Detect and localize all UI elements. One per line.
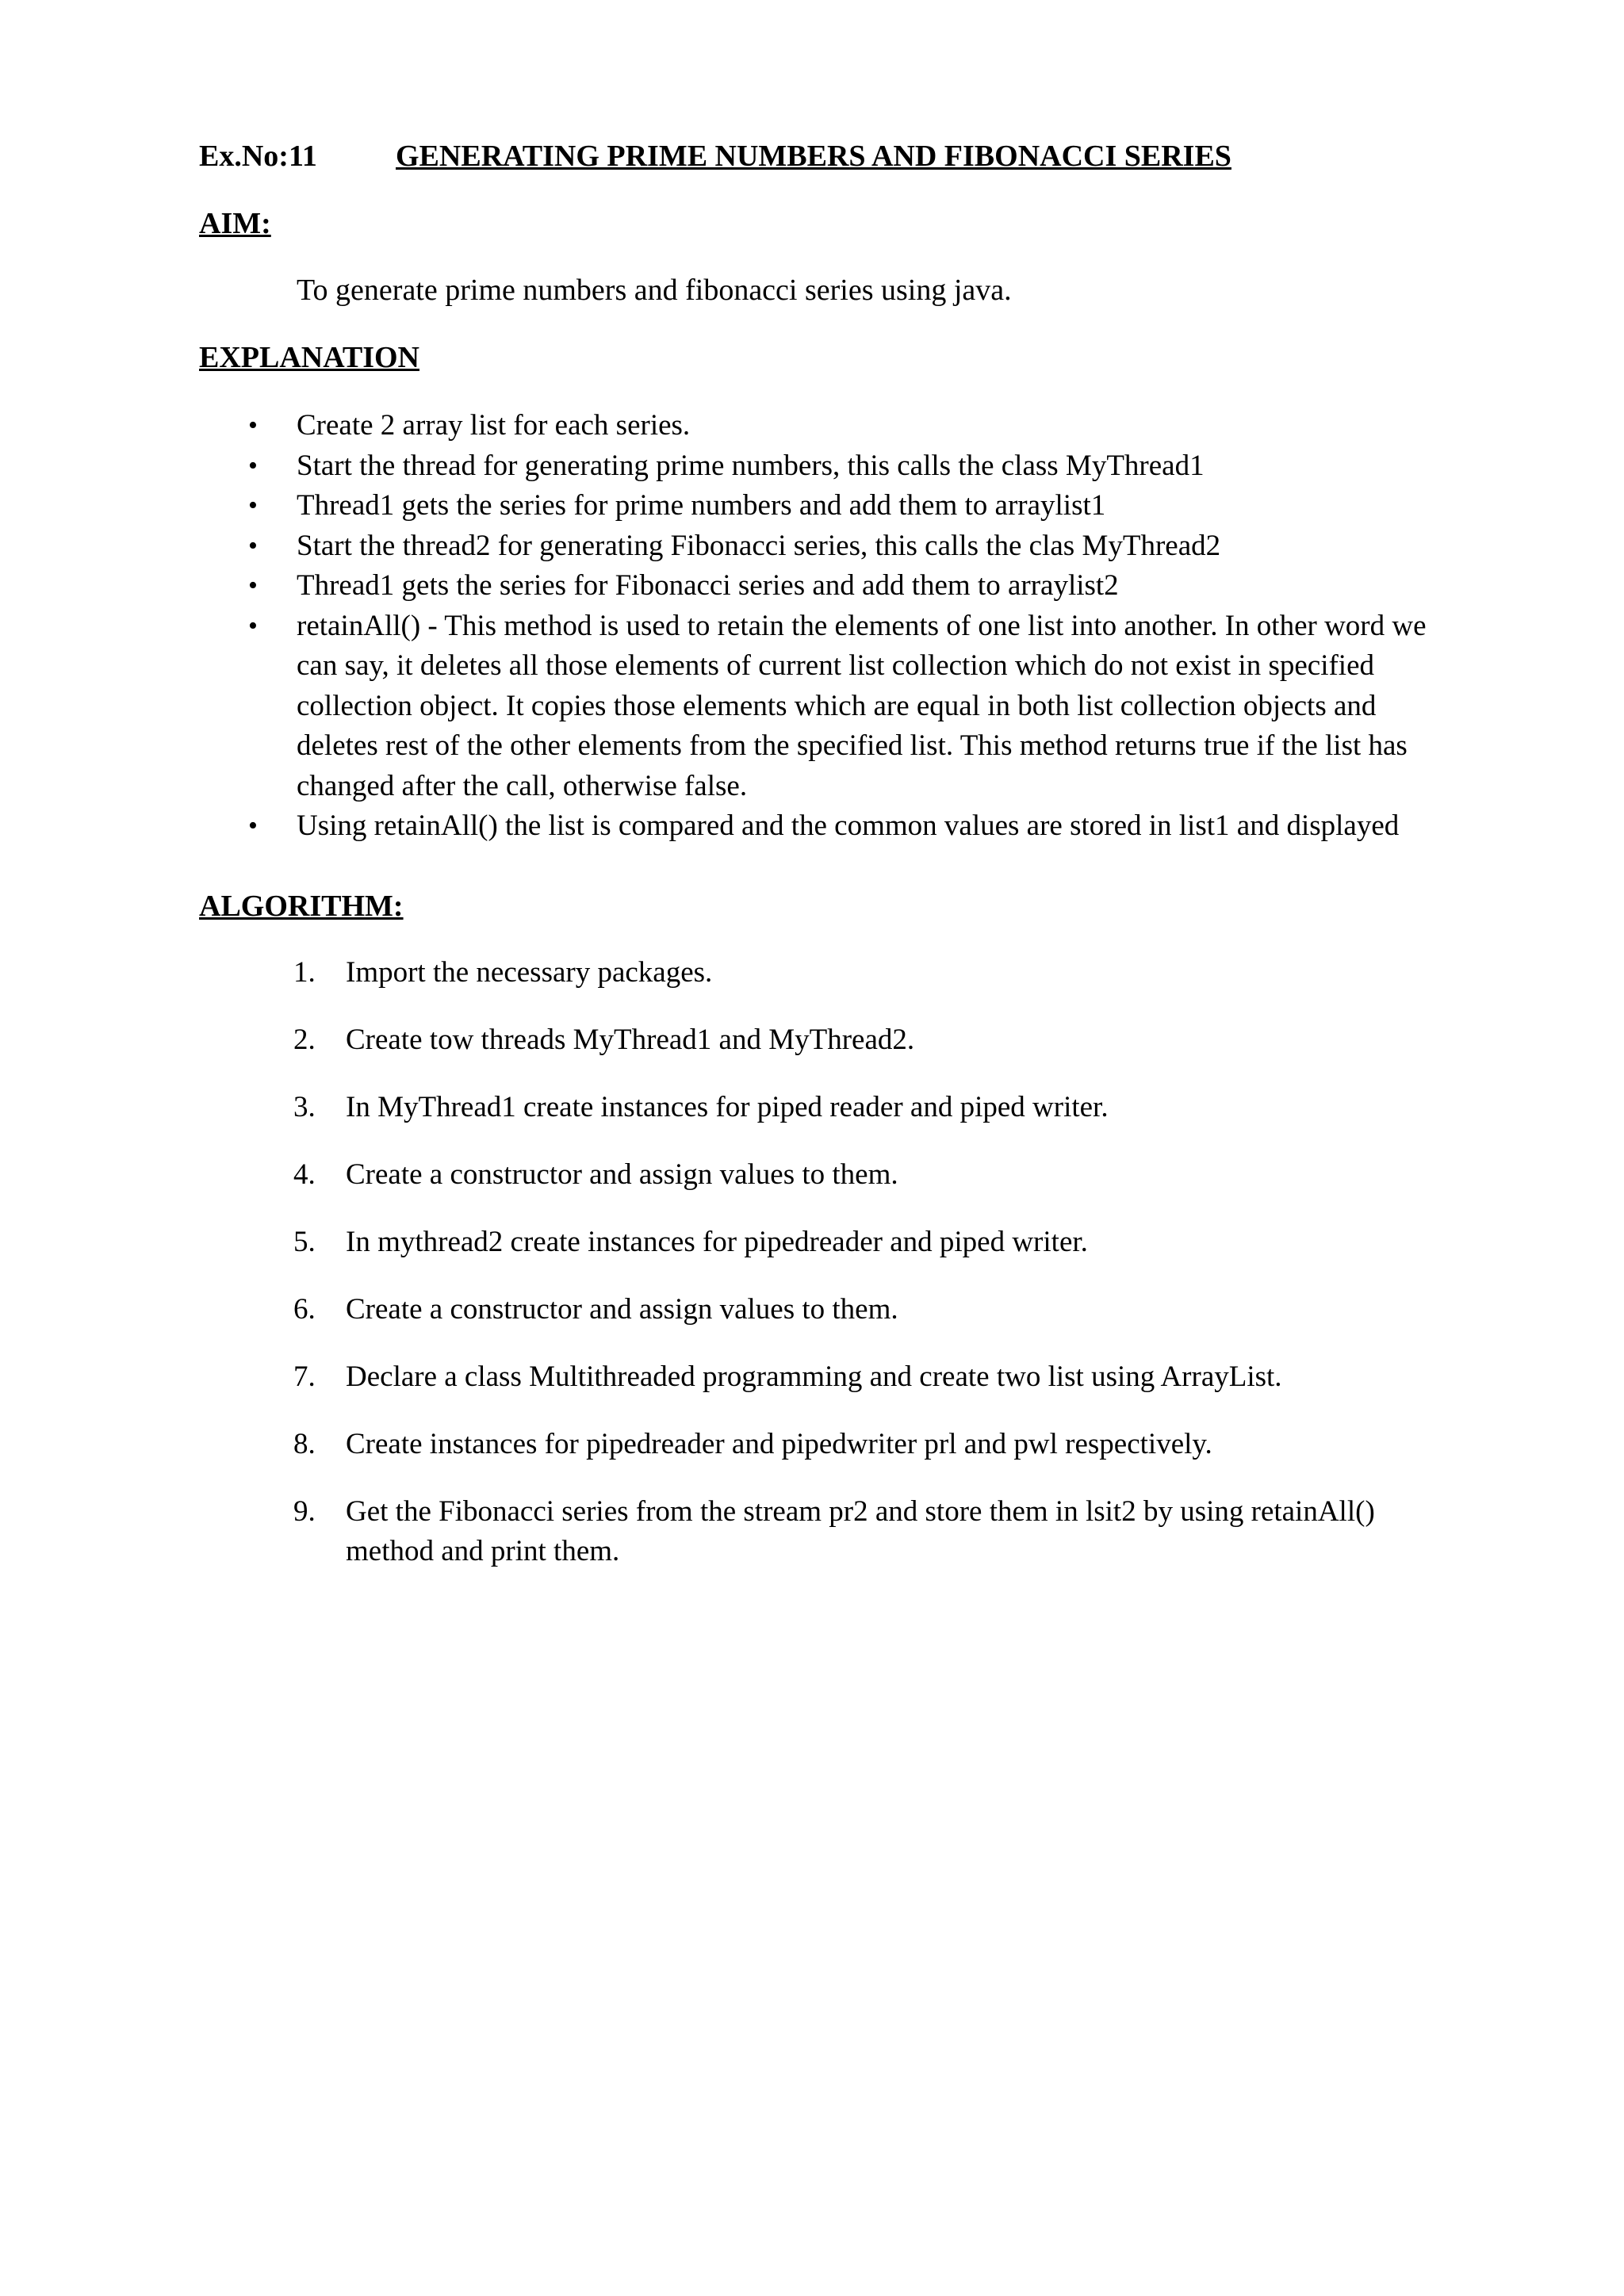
list-item-text: Start the thread2 for generating Fibonacci series, this calls the clas MyThread2 [297,529,1221,562]
algorithm-heading: ALGORITHM: [199,890,404,923]
algorithm-step [293,953,1427,993]
list-item-text: retainAll() - This method is used to retain the elements of one list into another. In other word we can say, it deletes all those elements of current list collection which do not exist in specified collection object. It copies those elements which are equal in both list collection objects and deletes rest of the other elements from the specified list. This method returns true if the list has changed after the call, otherwise false. [297,609,1427,802]
list-item [247,406,1460,446]
exercise-title: GENERATING PRIME NUMBERS AND FIBONACCI SERIES [396,140,1231,173]
step-number: 8. [293,1428,316,1460]
step-text: Import the necessary packages. [346,956,713,989]
exercise-number: Ex.No:11 [199,140,317,173]
step-text: Create instances for pipedreader and pipedwriter prl and pwl respectively. [346,1428,1212,1460]
explanation-list [247,406,1460,847]
algorithm-steps [293,953,1427,1599]
algorithm-step [293,1088,1427,1127]
list-item [247,607,1460,807]
list-item [247,566,1460,607]
list-item-text: Thread1 gets the series for prime numbers and add them to arraylist1 [297,489,1106,522]
bullet-icon: • [248,811,258,840]
step-number: 1. [293,956,316,989]
bullet-icon: • [248,450,258,480]
step-number: 5. [293,1226,316,1258]
list-item [247,806,1460,847]
algorithm-step [293,1020,1427,1060]
list-item [247,486,1460,526]
step-number: 3. [293,1091,316,1123]
step-number: 7. [293,1360,316,1393]
algorithm-step [293,1223,1427,1262]
step-text: Create a constructor and assign values to them. [346,1293,898,1326]
step-text: Create tow threads MyThread1 and MyThread2. [346,1024,915,1056]
bullet-icon: • [248,491,258,520]
list-item-text: Create 2 array list for each series. [297,409,691,442]
algorithm-step [293,1357,1427,1397]
aim-heading: AIM: [199,207,271,240]
exercise-header [199,136,1547,176]
list-item [247,526,1460,567]
step-text: Create a constructor and assign values to them. [346,1158,898,1191]
algorithm-step [293,1290,1427,1330]
bullet-icon: • [248,411,258,440]
aim-text: To generate prime numbers and fibonacci series using java. [297,274,1012,307]
step-number: 2. [293,1024,316,1056]
algorithm-step [293,1492,1427,1571]
list-item-text: Start the thread for generating prime numbers, this calls the class MyThread1 [297,449,1205,482]
bullet-icon: • [248,571,258,600]
step-text: In MyThread1 create instances for piped reader and piped writer. [346,1091,1109,1123]
bullet-icon: • [248,530,258,561]
explanation-heading: EXPLANATION [199,341,419,374]
list-item-text: Thread1 gets the series for Fibonacci series and add them to arraylist2 [297,569,1119,602]
step-text: In mythread2 create instances for pipedreader and piped writer. [346,1226,1088,1258]
step-text: Declare a class Multithreaded programming and create two list using ArrayList. [346,1360,1282,1393]
bullet-icon: • [248,610,258,641]
step-number: 4. [293,1158,316,1191]
list-item [247,446,1460,487]
algorithm-step [293,1155,1427,1195]
list-item-text: Using retainAll() the list is compared and the common values are stored in list1 and displayed [297,809,1400,842]
step-text: Get the Fibonacci series from the stream pr2 and store them in lsit2 by using retainAll() method and print them. [346,1495,1375,1567]
step-number: 6. [293,1293,316,1326]
step-number: 9. [293,1495,316,1528]
algorithm-step [293,1425,1427,1464]
